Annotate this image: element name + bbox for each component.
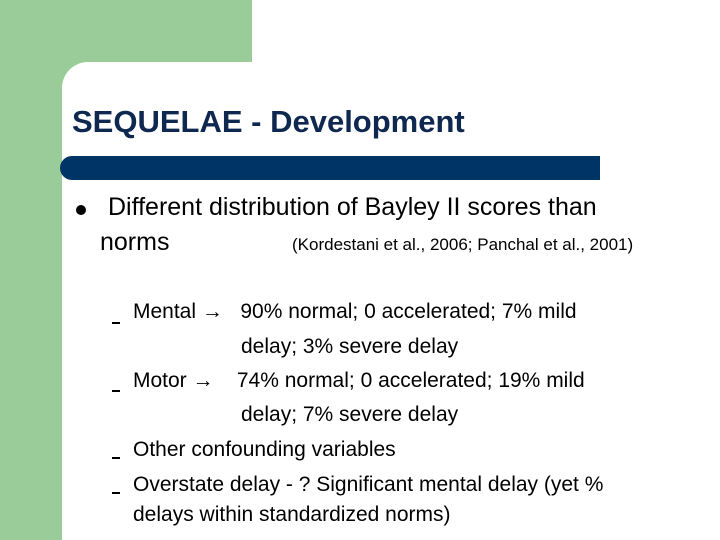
bullet-dot-icon xyxy=(76,205,86,215)
dash-icon xyxy=(112,322,120,324)
dash-icon xyxy=(112,457,120,459)
sub-bullet-motor-cont: delay; 7% severe delay xyxy=(241,403,459,426)
sub-bullet-overstate: Overstate delay - ? Significant mental delay (yet % xyxy=(133,473,604,496)
slide-title: SEQUELAE - Development xyxy=(72,104,465,139)
bullet-text-line1: Different distribution of Bayley II scores than xyxy=(108,193,597,221)
sub-bullet-confounding: Other confounding variables xyxy=(133,438,396,461)
sub-bullet-mental: Mental → 90% normal; 0 accelerated; 7% mild xyxy=(133,300,577,323)
sub-bullet-overstate-cont: delays within standardized norms) xyxy=(133,503,451,526)
citation: (Kordestani et al., 2006; Panchal et al., 2001) xyxy=(292,235,634,254)
sub-bullet-motor: Motor → 74% normal; 0 accelerated; 19% mild xyxy=(133,369,585,392)
title-underline-bar xyxy=(60,156,600,180)
bullet-text-line2: norms xyxy=(100,228,170,256)
sub-bullet-mental-cont: delay; 3% severe delay xyxy=(241,335,459,358)
dash-icon xyxy=(112,492,120,494)
dash-icon xyxy=(112,390,120,392)
